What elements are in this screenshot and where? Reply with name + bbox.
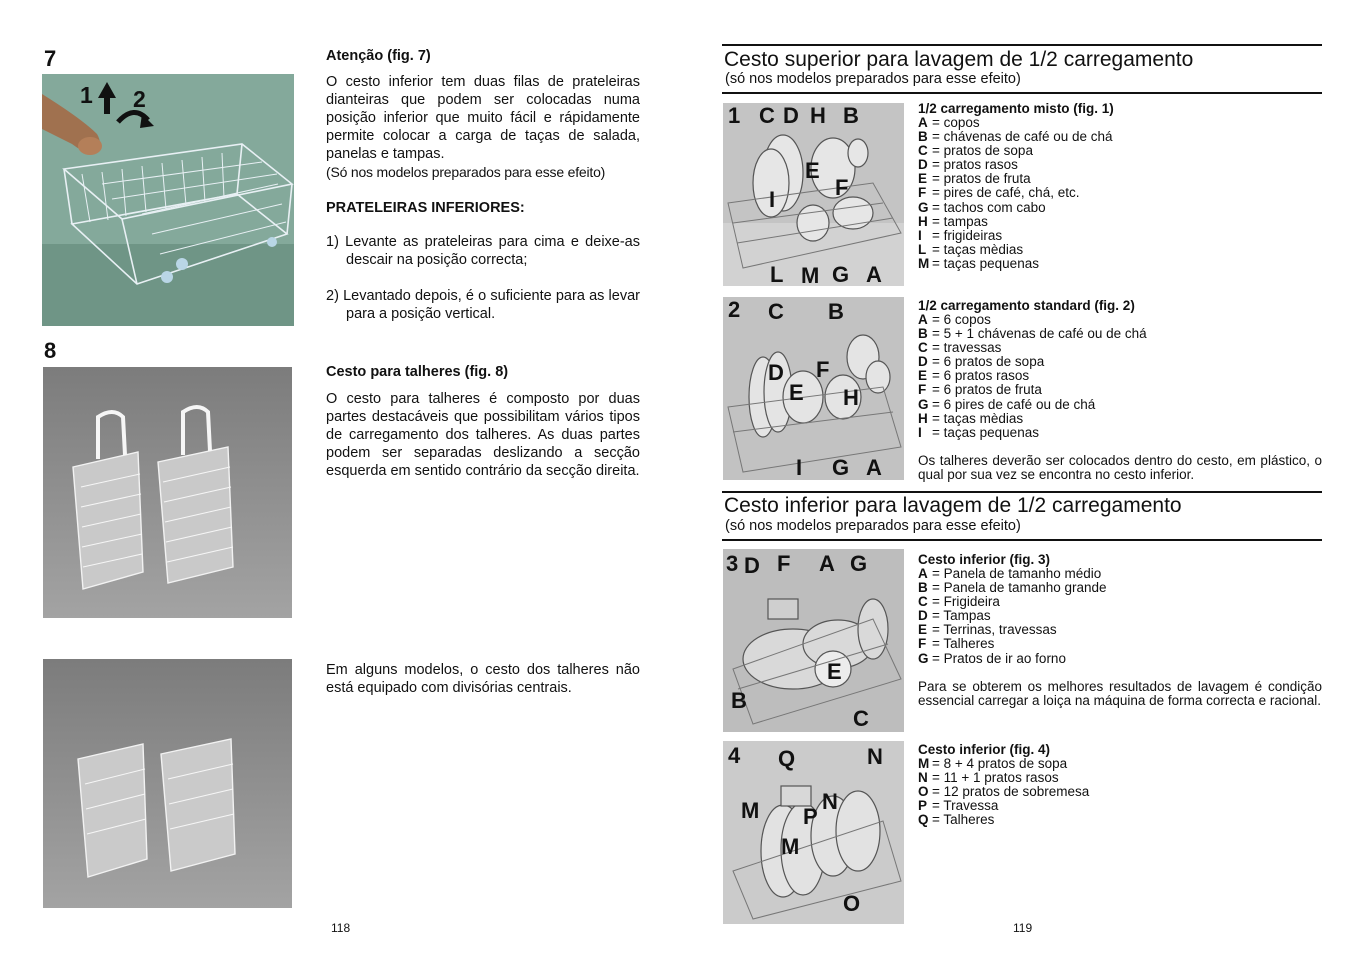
legend-key: O xyxy=(918,784,929,800)
legend-key: F xyxy=(918,185,927,201)
fig1-label-B: B xyxy=(843,103,859,128)
fig4-label-P: P xyxy=(803,804,818,829)
step-2: 2) Levantado depois, é o suficiente para as levar para a posição vertical. xyxy=(326,288,640,322)
legend-item xyxy=(918,652,1322,666)
attention-title: Atenção (fig. 7) xyxy=(326,48,431,64)
figure-1-legend xyxy=(918,102,1322,271)
legend-item xyxy=(918,799,1322,813)
fig3-note: Para se obterem os melhores resultados de lavagem é condição essencial carregar a loiça na máquina de forma correcta e racional. xyxy=(918,678,1322,709)
dish-rack-drawing xyxy=(42,74,294,326)
fig2-label-I: I xyxy=(796,455,803,480)
legend-item xyxy=(918,398,1322,412)
attention-body xyxy=(326,73,640,182)
fig2-label-F: F xyxy=(816,357,830,382)
fig1-label-A: A xyxy=(866,262,882,286)
fig2-label-B: B xyxy=(828,299,844,324)
legend-text: = taças mèdias xyxy=(932,241,1024,257)
legend-item xyxy=(918,383,1322,397)
legend-key: F xyxy=(918,382,927,398)
lower-title: Cesto inferior para lavagem de 1/2 carregamento xyxy=(724,494,1182,517)
cutlery-body: O cesto para talheres é composto por duas partes destacáveis que possibilitam vários tipos de carregamento dos talheres. As duas partes podem ser separadas deslizando a secção esquerda em sentido contrário da secção direita. xyxy=(326,391,640,479)
legend-key: E xyxy=(918,171,928,187)
fig3-label-D: D xyxy=(744,553,760,578)
fig2-label-G: G xyxy=(832,455,850,480)
fig4-label-N-mid: N xyxy=(822,789,838,814)
legend-text: = travessas xyxy=(932,340,1002,356)
legend-item xyxy=(918,623,1322,637)
arrow-label-2: 2 xyxy=(133,86,146,112)
legend-key: B xyxy=(918,326,928,342)
upper-rack-standard-drawing xyxy=(723,297,904,480)
legend-text: = Panela de tamanho grande xyxy=(932,580,1107,596)
fig1-legend-items xyxy=(918,116,1322,271)
fig2-legend-items xyxy=(918,313,1322,440)
legend-text: = 6 copos xyxy=(932,312,991,327)
legend-key: D xyxy=(918,157,928,173)
legend-item xyxy=(918,327,1322,341)
figure-4-photo xyxy=(723,741,904,924)
legend-key: E xyxy=(918,622,928,638)
legend-text: = copos xyxy=(932,115,980,130)
figure-3-legend xyxy=(918,553,1322,709)
fig2-legend-title: 1/2 carregamento standard (fig. 2) xyxy=(918,298,1135,313)
fig4-label-M-left: M xyxy=(741,798,760,823)
legend-text: = Travessa xyxy=(932,798,999,814)
legend-text: = pratos de fruta xyxy=(932,171,1031,187)
legend-text: = chávenas de café ou de chá xyxy=(932,129,1113,145)
legend-key: A xyxy=(918,566,928,581)
legend-key: H xyxy=(918,410,928,426)
legend-key: E xyxy=(918,368,928,384)
legend-item xyxy=(918,229,1322,243)
rule-top xyxy=(722,44,1322,46)
legend-text: = 6 pratos de sopa xyxy=(932,354,1045,370)
figure-8-photo xyxy=(43,367,292,618)
legend-item xyxy=(918,785,1322,799)
legend-text: = taças pequenas xyxy=(932,424,1039,440)
fig4-label-Q: Q xyxy=(778,746,796,771)
fig4-legend-title: Cesto inferior (fig. 4) xyxy=(918,742,1051,757)
legend-item xyxy=(918,412,1322,426)
legend-text: = taças pequenas xyxy=(932,255,1039,271)
fig3-label-C: C xyxy=(853,706,869,731)
lower-subtitle: (só nos modelos preparados para esse efeito) xyxy=(725,518,1021,534)
figure-3-photo xyxy=(723,549,904,732)
legend-key: F xyxy=(918,636,927,652)
legend-text: = Tampas xyxy=(932,608,991,624)
fig3-label-B: B xyxy=(731,688,747,713)
legend-item xyxy=(918,341,1322,355)
legend-text: = 5 + 1 chávenas de café ou de chá xyxy=(932,326,1147,342)
fig1-label-F: F xyxy=(835,175,849,200)
fig2-label-A: A xyxy=(866,455,882,480)
legend-text: = Terrinas, travessas xyxy=(932,622,1057,638)
attention-note: (Só nos modelos preparados para esse efeito) xyxy=(326,164,606,180)
fig4-label-O: O xyxy=(843,891,861,916)
legend-item xyxy=(918,144,1322,158)
legend-item xyxy=(918,609,1322,623)
legend-key: C xyxy=(918,340,928,356)
legend-item xyxy=(918,130,1322,144)
legend-key: B xyxy=(918,580,928,596)
legend-item xyxy=(918,215,1322,229)
legend-key: G xyxy=(918,650,929,666)
legend-item xyxy=(918,313,1322,327)
legend-key: M xyxy=(918,756,930,771)
fig2-label-C: C xyxy=(768,299,784,324)
cutlery-title: Cesto para talheres (fig. 8) xyxy=(326,364,509,380)
legend-item xyxy=(918,581,1322,595)
legend-text: = tachos com cabo xyxy=(932,199,1046,215)
figure-7-number: 7 xyxy=(44,46,57,71)
fig1-label-D: D xyxy=(783,103,799,128)
fig1-label-number: 1 xyxy=(728,103,741,128)
figure-2-legend xyxy=(918,299,1322,483)
fig4-legend-items xyxy=(918,757,1322,827)
fig2-label-number: 2 xyxy=(728,297,741,322)
legend-text: = 8 + 4 pratos de sopa xyxy=(932,756,1068,771)
legend-item xyxy=(918,757,1322,771)
fig3-label-number: 3 xyxy=(726,551,739,576)
cutlery-basket-drawing-2 xyxy=(43,659,292,908)
shelves-steps xyxy=(326,233,640,323)
attention-text: O cesto inferior tem duas filas de prateleiras dianteiras que podem ser colocadas numa posição inferior que muito fácil e rápidamente permite colocar a carga de taças de salada, panelas e tampas. xyxy=(326,74,640,162)
legend-item xyxy=(918,637,1322,651)
fig2-note: Os talheres deverão ser colocados dentro do cesto, em plástico, o qual por sua vez se encontra no cesto inferior. xyxy=(918,452,1322,483)
fig3-legend-title: Cesto inferior (fig. 3) xyxy=(918,552,1051,567)
cutlery-basket-drawing xyxy=(43,367,292,618)
fig3-legend-items xyxy=(918,567,1322,666)
step-1: 1) Levante as prateleiras para cima e deixe-as descair na posição correcta; xyxy=(326,234,640,268)
legend-text: = Panela de tamanho médio xyxy=(932,566,1102,581)
legend-key: A xyxy=(918,312,928,327)
legend-item xyxy=(918,369,1322,383)
upper-title: Cesto superior para lavagem de 1/2 carregamento xyxy=(724,48,1194,71)
legend-key: M xyxy=(918,255,930,271)
fig4-label-N-top: N xyxy=(867,744,883,769)
fig1-label-L: L xyxy=(770,262,784,286)
fig2-label-D: D xyxy=(768,360,784,385)
legend-key: G xyxy=(918,396,929,412)
legend-text: = 6 pratos de fruta xyxy=(932,382,1042,398)
legend-key: D xyxy=(918,354,928,370)
fig3-label-G: G xyxy=(850,551,868,576)
legend-text: = pratos rasos xyxy=(932,157,1018,173)
legend-text: = Pratos de ir ao forno xyxy=(932,650,1066,666)
legend-item xyxy=(918,186,1322,200)
fig1-label-I: I xyxy=(769,187,776,212)
legend-text: = taças mèdias xyxy=(932,410,1024,426)
legend-text: = pires de café, chá, etc. xyxy=(932,185,1080,201)
fig1-label-G: G xyxy=(832,262,850,286)
legend-text: = Frigideira xyxy=(932,594,1000,610)
cutlery-basket-photo-2 xyxy=(43,659,292,908)
legend-key: A xyxy=(918,115,928,130)
legend-item xyxy=(918,243,1322,257)
figure-1-photo xyxy=(723,103,904,286)
legend-key: D xyxy=(918,608,928,624)
legend-item xyxy=(918,116,1322,130)
fig2-label-H: H xyxy=(843,385,859,410)
fig3-label-A: A xyxy=(819,551,835,576)
fig4-label-M-mid: M xyxy=(781,834,800,859)
figure-8-number: 8 xyxy=(44,338,57,363)
fig1-label-H: H xyxy=(810,103,826,128)
legend-item xyxy=(918,172,1322,186)
legend-key: C xyxy=(918,594,928,610)
legend-text: = pratos de sopa xyxy=(932,143,1033,159)
arrow-label-1: 1 xyxy=(80,82,93,108)
fig1-legend-title: 1/2 carregamento misto (fig. 1) xyxy=(918,101,1114,116)
models-note: Em alguns modelos, o cesto dos talheres não está equipado com divisórias centrais. xyxy=(326,662,640,696)
legend-key: G xyxy=(918,199,929,215)
legend-item xyxy=(918,567,1322,581)
legend-item xyxy=(918,813,1322,827)
rule-middle xyxy=(722,491,1322,493)
legend-key: N xyxy=(918,770,928,786)
legend-text: = 11 + 1 pratos rasos xyxy=(932,770,1059,786)
legend-text: = 12 pratos de sobremesa xyxy=(932,784,1090,800)
figure-2-photo xyxy=(723,297,904,480)
legend-item xyxy=(918,158,1322,172)
legend-key: Q xyxy=(918,812,929,828)
page-number-left: 118 xyxy=(331,921,351,935)
rule-upper-bottom xyxy=(722,92,1322,94)
figure-7-photo xyxy=(42,74,294,326)
legend-item xyxy=(918,355,1322,369)
shelves-title: PRATELEIRAS INFERIORES: xyxy=(326,200,525,216)
legend-item xyxy=(918,257,1322,271)
fig3-label-E: E xyxy=(827,659,842,684)
fig1-label-E: E xyxy=(805,158,820,183)
legend-key: L xyxy=(918,241,927,257)
rule-lower-bottom xyxy=(722,539,1322,541)
legend-key: B xyxy=(918,129,928,145)
legend-item xyxy=(918,771,1322,785)
legend-key: P xyxy=(918,798,928,814)
legend-item xyxy=(918,201,1322,215)
legend-text: = 6 pratos rasos xyxy=(932,368,1030,384)
fig2-label-E: E xyxy=(789,380,804,405)
legend-key: I xyxy=(918,227,922,243)
figure-4-legend xyxy=(918,743,1322,827)
legend-item xyxy=(918,426,1322,440)
legend-text: = frigideiras xyxy=(932,227,1003,243)
fig1-label-M: M xyxy=(801,263,820,286)
legend-text: = 6 pires de café ou de chá xyxy=(932,396,1096,412)
legend-key: C xyxy=(918,143,928,159)
legend-text: = Talheres xyxy=(932,812,995,828)
legend-item xyxy=(918,595,1322,609)
fig4-label-number: 4 xyxy=(728,743,741,768)
upper-subtitle: (só nos modelos preparados para esse efeito) xyxy=(725,71,1021,87)
legend-key: I xyxy=(918,424,922,440)
fig3-label-F: F xyxy=(777,551,791,576)
legend-text: = Talheres xyxy=(932,636,995,652)
fig1-label-C: C xyxy=(759,103,775,128)
page-number-right: 119 xyxy=(1013,921,1033,935)
legend-key: H xyxy=(918,213,928,229)
legend-text: = tampas xyxy=(932,213,988,229)
upper-rack-mixed-drawing xyxy=(723,103,904,286)
